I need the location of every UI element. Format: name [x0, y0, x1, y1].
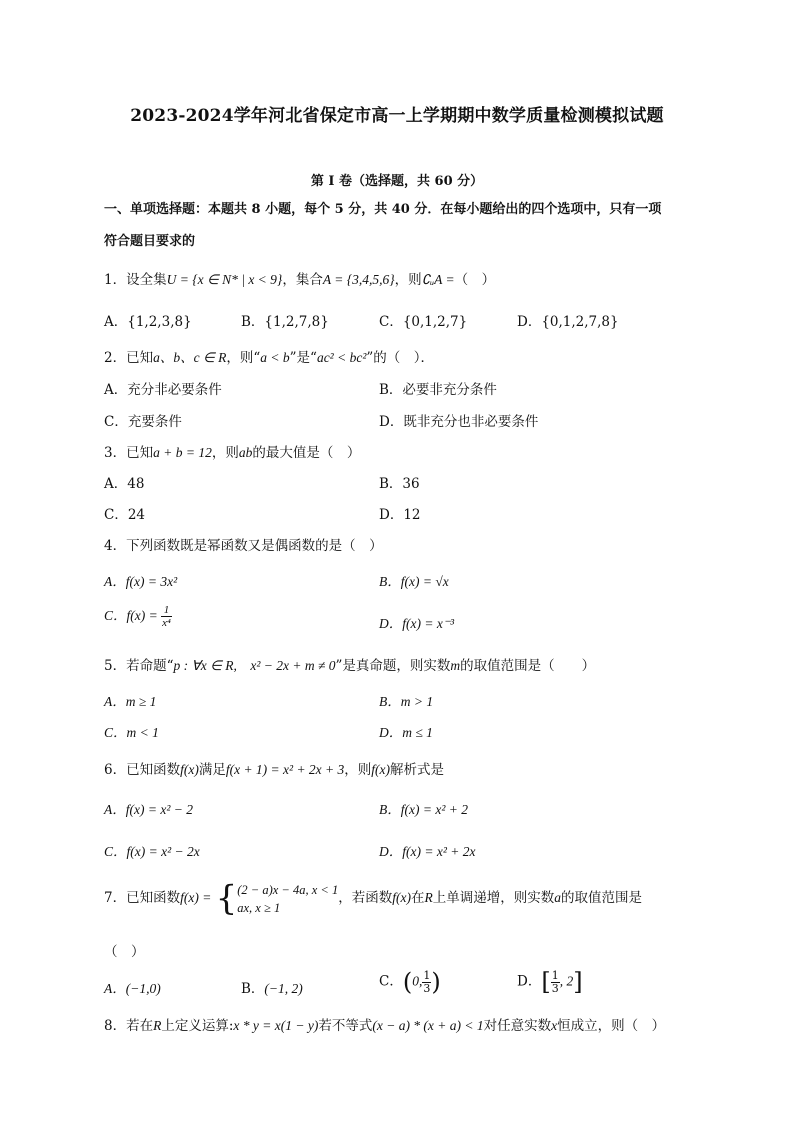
piecewise-cases: (2 − a)x − 4a, x < 1 ax, x ≥ 1 — [237, 882, 339, 915]
question-2-option-d[interactable]: D．既非充分也非必要条件 — [379, 414, 539, 430]
question-8-stem: 8．若在R上定义运算:x * y = x(1 − y)若不等式(x − a) * (x + a) < 1对任意实数x恒成立，则（ ） — [104, 1018, 666, 1034]
fraction: $\frac{1}{3}$ — [423, 968, 431, 995]
question-7-option-b[interactable]: B．(−1, 2) — [241, 981, 303, 997]
question-7-stem: 7．已知函数f(x) = { (2 − a)x − 4a, x < 1 ax, x ≥ 1 ，若函数f(x)在R上单调递增，则实数a的取值范围是 — [104, 878, 642, 919]
question-2-option-a[interactable]: A．充分非必要条件 — [104, 382, 222, 398]
left-brace: { — [215, 878, 238, 919]
question-5-option-c[interactable]: C．m < 1 — [104, 725, 159, 740]
question-3-option-b[interactable]: B．36 — [379, 476, 420, 492]
section-heading: 第 I 卷（选择题，共 60 分） — [310, 174, 484, 189]
question-5-option-d[interactable]: D．m ≤ 1 — [379, 725, 433, 740]
question-6-option-a[interactable]: A．f(x) = x² − 2 — [104, 802, 193, 817]
question-4-option-d[interactable]: D．f(x) = x⁻³ — [379, 616, 455, 631]
fraction: $\frac{1}{\text{x⁴}}$ — [162, 604, 171, 630]
question-3-option-c[interactable]: C．24 — [104, 507, 146, 523]
question-6-stem: 6．已知函数f(x)满足f(x + 1) = x² + 2x + 3，则f(x)解析式是 — [104, 762, 445, 778]
instructions-line-1: 一、单项选择题：本题共 8 小题，每个 5 分，共 40 分．在每小题给出的四个选项中，只有一项 — [104, 202, 662, 217]
question-6-option-b[interactable]: B．f(x) = x² + 2 — [379, 802, 468, 817]
question-4-option-a[interactable]: A．f(x) = 3x² — [104, 574, 178, 589]
question-2-option-c[interactable]: C．充要条件 — [104, 414, 182, 430]
question-5-option-b[interactable]: B．m > 1 — [379, 694, 434, 709]
question-2-option-b[interactable]: B．必要非充分条件 — [379, 382, 497, 398]
question-3-option-d[interactable]: D．12 — [379, 507, 421, 523]
question-6-option-d[interactable]: D．f(x) = x² + 2x — [379, 844, 476, 859]
question-1-option-c[interactable]: C．{0,1,2,7} — [379, 314, 468, 330]
question-1-option-b[interactable]: B．{1,2,7,8} — [241, 314, 329, 330]
question-1-option-a[interactable]: A．{1,2,3,8} — [104, 314, 192, 330]
question-3-stem: 3．已知a + b = 12，则ab的最大值是（ ） — [104, 445, 361, 461]
question-1-option-d[interactable]: D．{0,1,2,7,8} — [517, 314, 619, 330]
question-4-option-b[interactable]: B．f(x) = √x — [379, 574, 449, 589]
question-7-bracket: （ ） — [104, 944, 145, 960]
question-4-stem: 4．下列函数既是幂函数又是偶函数的是（ ） — [104, 538, 383, 554]
question-4-option-c[interactable]: C．f(x) = $\frac{1}{\text{x⁴}}$ — [104, 604, 171, 630]
question-1-stem: 1．设全集U = {x ∈ N* | x < 9}，集合A = {3,4,5,6}，则∁ᵤA =（ ） — [104, 272, 496, 288]
question-5-option-a[interactable]: A．m ≥ 1 — [104, 694, 157, 709]
question-5-stem: 5．若命题“p : ∀x ∈ R, x² − 2x + m ≠ 0”是真命题，则实数m的取值范围是（ ） — [104, 658, 596, 674]
instructions-line-2: 符合题目要求的 — [104, 234, 196, 249]
page-title: 2023-2024学年河北省保定市高一上学期期中数学质量检测模拟试题 — [130, 106, 664, 126]
question-2-stem: 2．已知a、b、c ∈ R，则“a < b”是“ac² < bc²”的（ ）． — [104, 350, 435, 366]
question-6-option-c[interactable]: C．f(x) = x² − 2x — [104, 844, 200, 859]
question-7-option-c[interactable]: C．(0, $\frac{1}{3}$ ) — [379, 968, 441, 996]
question-7-option-a[interactable]: A．(−1,0) — [104, 981, 161, 996]
fraction: $\frac{1}{3}$ — [551, 968, 559, 995]
question-7-option-d[interactable]: D．[ $\frac{1}{3}$ , 2] — [517, 968, 583, 996]
question-3-option-a[interactable]: A．48 — [104, 476, 145, 492]
